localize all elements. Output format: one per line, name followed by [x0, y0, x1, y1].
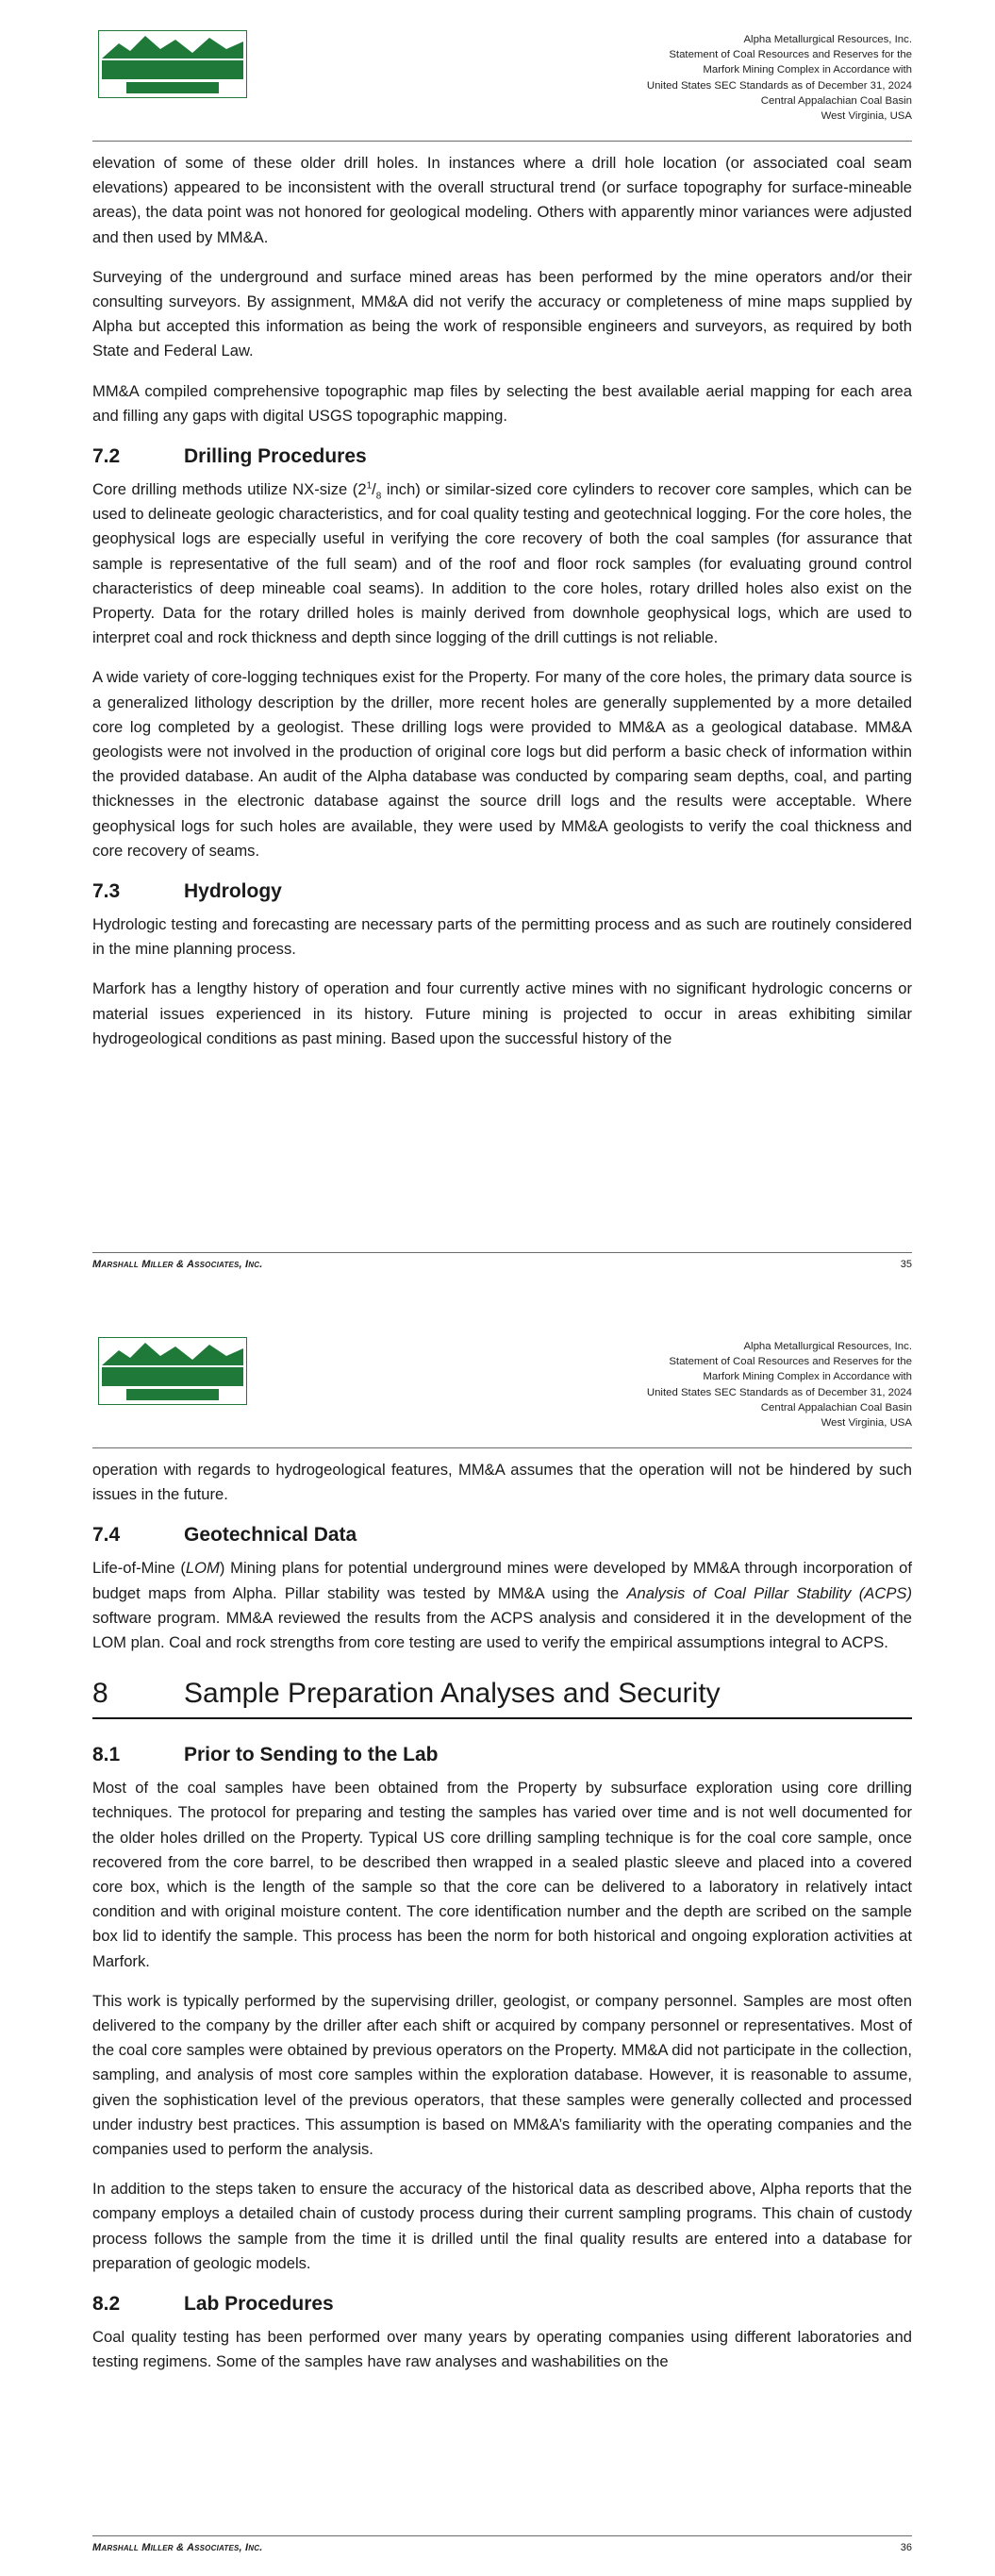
page-footer [92, 1252, 912, 1277]
company-logo [98, 30, 247, 98]
section-number: 8.1 [92, 1744, 121, 1766]
paragraph: This work is typically performed by the supervising driller, geologist, or company personnel. Samples are most often delivered to the company by the driller after each shift or acquired by company personnel or representatives. Most of the coal core samples were obtained by previous operators on the Property. MM&A did not participate in the collection, sampling, and analysis of most core samples within the exploration database. However, it is reasonable to assume, given the sophistication level of the previous operators, that these samples were generally collected and processed under industry best practices. This assumption is based on MM&A’s familiarity with the operating companies and the companies used to perform the analysis. [92, 1991, 912, 2159]
header-line: Central Appalachian Coal Basin [760, 94, 912, 107]
paragraph: Marfork has a lengthy history of operation and four currently active mines with no significant hydrologic concerns or material issues experienced in its history. Future mining is projected to occur in areas exhibiting similar hydrogeological conditions as past mining. Based upon the successful history of the [92, 979, 912, 1047]
page-header [92, 0, 912, 142]
page-number: 36 [900, 2542, 912, 2553]
paragraph: operation with regards to hydrogeological features, MM&A assumes that the operation will not be hindered by such issues in the future. [92, 1461, 912, 1504]
paragraph: In addition to the steps taken to ensure the accuracy of the historical data as described above, Alpha reports that the company employs a detailed chain of custody process during their current sampling programs. This chain of custody process follows the sample from the time it is drilled until the final quality results are entered into a database for preparation of geologic models. [92, 2180, 912, 2272]
text-run: Life-of-Mine ( [92, 1559, 186, 1578]
paragraph: elevation of some of these older drill holes. In instances where a drill hole location (or associated coal seam elevations) appeared to be inconsistent with the overall structural trend (or surface topography for surface-mineable areas), the data point was not honored for geological modeling. Others with apparently minor variances were adjusted and then used by MM&A. [92, 154, 912, 246]
section-number: 8.2 [92, 2293, 121, 2316]
paragraph: Core drilling methods utilize NX-size ($2^1/_8$ inch) or similar-sized core cylinders to recover core samples, which can be used to delineate geologic characteristics, and for coal quality testing and geotechnical logging. For the core holes, the geophysical logs are especially useful in verifying the core recovery of both the coal samples (for assurance that sample is representative of the full seam) and of the roof and floor rock samples (for evaluating ground control characteristics of deep mineable coal seams). In addition to the core holes, rotary drilled holes also exist on the Property. Data for the rotary drilled holes is mainly derived from downhole geophysical logs, which are used to interpret coal and rock thickness and depth since logging of the drill cuttings is not reliable. [92, 480, 913, 647]
section-title: Lab Procedures [184, 2293, 334, 2316]
header-line: Statement of Coal Resources and Reserves for the [669, 49, 912, 61]
section-heading [92, 1522, 912, 1548]
section-title: Hydrology [184, 880, 282, 903]
header-line: West Virginia, USA [821, 110, 912, 123]
header-line: Marfork Mining Complex in Accordance with [703, 64, 912, 76]
header-line: Alpha Metallurgical Resources, Inc. [743, 1341, 912, 1352]
paragraph: A wide variety of core-logging techniques exist for the Property. For many of the core holes, the primary data source is a generalized lithology description by the driller, more recent holes are generally supplemented by a more detailed core log completed by a geologist. These drilling logs were provided to MM&A as a geological database. MM&A geologists were not involved in the production of original core logs but did perform a basic check of information within the provided database. An audit of the Alpha database was conducted by comparing seam depths, coal, and parting thicknesses in the electronic database against the source drill logs and the results were acceptable. Where geophysical logs for such holes are available, they were used by MM&A geologists to verify the coal thickness and core recovery of seams. [92, 668, 912, 860]
section-heading [92, 443, 912, 470]
section-number: 7.4 [92, 1524, 121, 1547]
paragraph: Coal quality testing has been performed over many years by operating companies using different laboratories and testing regimens. Some of the samples have raw analyses and washabilities on the [92, 2328, 912, 2371]
section-title: Geotechnical Data [184, 1524, 357, 1547]
page-footer [92, 2535, 912, 2560]
footer-company: Marshall Miller & Associates, Inc. [92, 2542, 263, 2553]
page-number: 35 [900, 1259, 912, 1270]
paragraph: Surveying of the underground and surface mined areas has been performed by the mine operators and/or their consulting surveyors. By assignment, MM&A did not verify the accuracy or completeness of mine maps supplied by Alpha but accepted this information as being the work of responsible engineers and surveyors, as required by both State and Federal Law. [92, 267, 912, 360]
header-line: United States SEC Standards as of December 31, 2024 [646, 79, 912, 92]
paragraph [92, 1556, 912, 1655]
section-heading [92, 878, 912, 905]
italic-term: LOM [185, 1559, 220, 1578]
text-run: software program. MM&A reviewed the results from the ACPS analysis and considered it in the development of the LOM plan. Coal and rock strengths from core testing are used to verify the empirical assumptions integral to ACPS. [92, 1608, 912, 1652]
fraction-denominator: 8 [375, 491, 382, 502]
header-line: West Virginia, USA [821, 1417, 912, 1430]
header-line: Statement of Coal Resources and Reserves for the [669, 1356, 912, 1368]
section-title: Drilling Procedures [184, 445, 367, 468]
section-heading [92, 2291, 912, 2317]
header-line: United States SEC Standards as of December 31, 2024 [646, 1386, 912, 1398]
paragraph: MM&A compiled comprehensive topographic map files by selecting the best available aerial mapping for each area and filling any gaps with digital USGS topographic mapping. [92, 381, 912, 425]
page-body [92, 151, 912, 1066]
section-number: 7.2 [92, 445, 121, 468]
text-run: inch) or similar-sized core cylinders to recover core samples, which can be used to delineate geologic characteristics, and for coal quality testing and geotechnical logging. For the core holes, the geophysical logs are especially useful in verifying the core recovery of both the coal samples (for assurance that sample is representative of the full seam) and of the roof and floor rock samples (for evaluating ground control characteristics of deep mineable coal seams). In addition to the core holes, rotary drilled holes also exist on the Property. Data for the rotary drilled holes is mainly derived from downhole geophysical logs, which are used to interpret coal and rock thickness and depth since logging of the drill cuttings is not reliable. [92, 480, 913, 647]
header-line: Central Appalachian Coal Basin [760, 1401, 912, 1413]
text-run: ) Mining plans for potential underground mines were developed by MM&A through incorporation of budget maps from Alpha. Pillar stability was tested by MM&A using the [92, 1559, 913, 1602]
italic-term: Analysis of Coal Pillar Stability (ACPS) [626, 1583, 913, 1602]
chapter-title: Sample Preparation Analyses and Security [184, 1678, 721, 1710]
section-heading [92, 1742, 912, 1768]
paragraph: Most of the coal samples have been obtained from the Property by subsurface exploration using core drilling techniques. The protocol for preparing and testing the samples has varied over time and is not well documented for the older holes drilled on the Property. Typical US core drilling sampling technique is for the coal core sample, once recovered from the core barrel, to be described then wrapped in a sealed plastic sleeve and placed into a covered core box, which is the length of the sample so that the core can be delivered to a laboratory in relatively intact condition and with original moisture content. The core identification number and the depth are scribed on the sample box lid to identify the sample. This process has been the norm for both historical and ongoing exploration activities at Marfork. [92, 1779, 912, 1970]
header-title-block [647, 32, 912, 124]
fraction-numerator: 1 [366, 480, 373, 492]
page-header [92, 1307, 912, 1448]
section-number: 7.3 [92, 880, 121, 903]
chapter-number: 8 [92, 1678, 108, 1710]
section-title: Prior to Sending to the Lab [184, 1744, 439, 1766]
chapter-heading [92, 1676, 912, 1719]
header-line: Marfork Mining Complex in Accordance with [703, 1371, 912, 1383]
footer-company: Marshall Miller & Associates, Inc. [92, 1259, 263, 1270]
header-title-block [647, 1339, 912, 1430]
company-logo [98, 1337, 247, 1405]
page-body [92, 1458, 912, 2389]
paragraph: Hydrologic testing and forecasting are necessary parts of the permitting process and as such are routinely considered in the mine planning process. [92, 915, 912, 959]
header-line: Alpha Metallurgical Resources, Inc. [743, 34, 912, 45]
document-page-36 [0, 1307, 995, 2576]
text-run: Core drilling methods utilize NX-size (2 [92, 480, 367, 499]
